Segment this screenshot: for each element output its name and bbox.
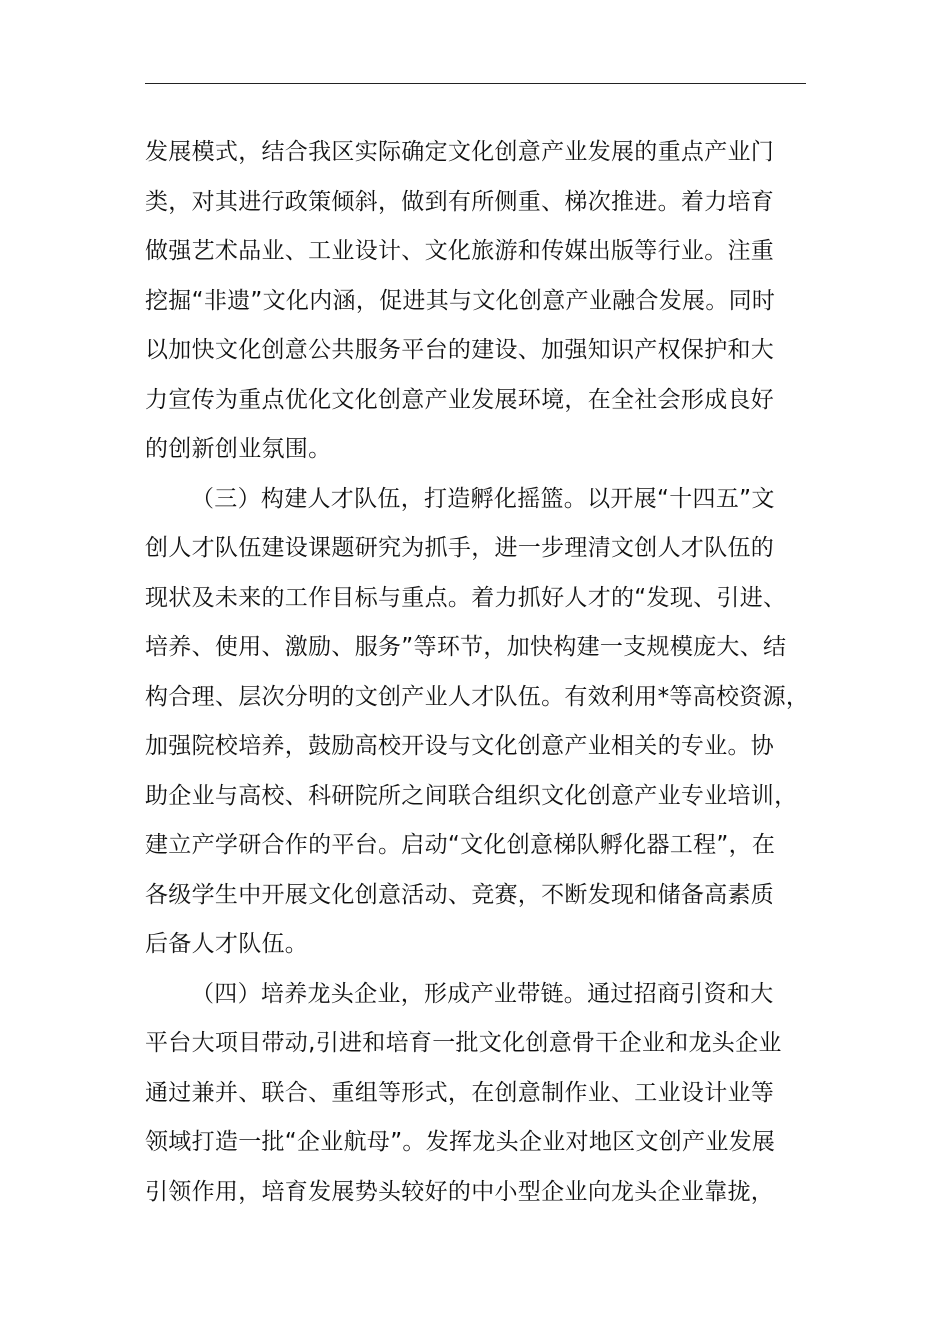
text-line: 现状及未来的工作目标与重点。着力抓好人才的“发现、引进、 [145, 584, 787, 611]
text-line: 创人才队伍建设课题研究为抓手，进一步理清文创人才队伍的 [145, 535, 775, 561]
text-line: 各级学生中开展文化创意活动、竞赛，不断发现和储备高素质 [145, 881, 775, 908]
text-line: 领域打造一批“企业航母”。发挥龙头企业对地区文创产业发展 [145, 1129, 776, 1155]
text-line: 的创新创业氛围。 [145, 436, 332, 462]
text-line: 以加快文化创意公共服务平台的建设、加强知识产权保护和大 [145, 337, 775, 363]
section-heading-line: （三）构建人才队伍，打造孵化摇篮。以开展“十四五”文 [191, 485, 775, 512]
text-line: 平台大项目带动,引进和培育一批文化创意骨干企业和龙头企业 [145, 1030, 782, 1056]
text-line: 力宣传为重点优化文化创意产业发展环境，在全社会形成良好 [145, 386, 775, 413]
body-text [145, 128, 835, 1217]
text-line: 后备人才队伍。 [145, 931, 309, 957]
section-heading-line: （四）培养龙头企业，形成产业带链。通过招商引资和大 [191, 980, 774, 1007]
text-line: 构合理、层次分明的文创产业人才队伍。有效利用*等高校资源， [145, 683, 810, 710]
text-line: 加强院校培养，鼓励高校开设与文化创意产业相关的专业。协 [145, 733, 775, 759]
text-line: 通过兼并、联合、重组等形式，在创意制作业、工业设计业等 [145, 1079, 775, 1106]
header-rule [145, 83, 806, 84]
text-line: 助企业与高校、科研院所之间联合组织文化创意产业专业培训， [145, 782, 798, 809]
text-line: 培养、使用、激励、服务”等环节，加快构建一支规模庞大、结 [145, 634, 787, 660]
text-line: 引领作用，培育发展势头较好的中小型企业向龙头企业靠拢， [145, 1178, 775, 1205]
text-line: 发展模式，结合我区实际确定文化创意产业发展的重点产业门 [145, 139, 775, 165]
text-line: 做强艺术品业、工业设计、文化旅游和传媒出版等行业。注重 [145, 238, 775, 264]
text-line: 建立产学研合作的平台。启动“文化创意梯队孵化器工程”，在 [145, 832, 776, 858]
text-line: 挖掘“非遗”文化内涵，促进其与文化创意产业融合发展。同时 [145, 287, 776, 314]
text-line: 类，对其进行政策倾斜，做到有所侧重、梯次推进。着力培育 [145, 188, 775, 215]
